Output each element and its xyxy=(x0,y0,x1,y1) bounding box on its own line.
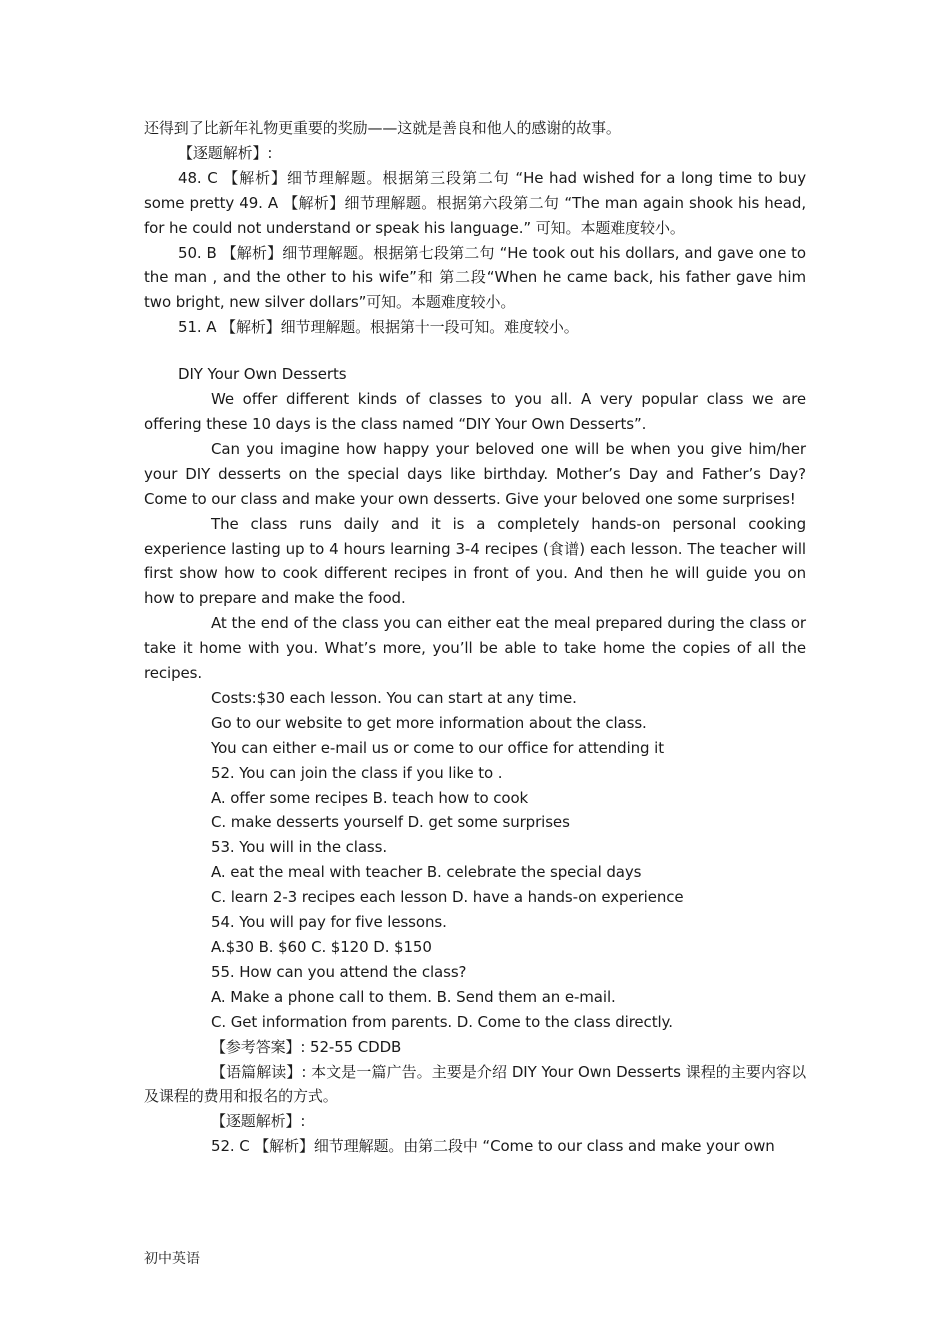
question-53: 53. You will in the class. xyxy=(211,838,388,857)
question-52-options-cd: C. make desserts yourself D. get some surprises xyxy=(211,813,570,832)
passage-interpretation: 【语篇解读】: 本文是一篇广告。主要是介绍 DIY Your Own Desserts 课程的主要内容以及课程的费用和报名的方式。 xyxy=(144,1062,806,1106)
passage-paragraph-4: At the end of the class you can either eat the meal prepared during the class or take it home with you. What’s more, you’ll be able to take home the copies of all the recipes. xyxy=(144,614,806,683)
document-body xyxy=(144,116,806,1159)
section-heading xyxy=(144,340,806,362)
passage-paragraph-1: We offer different kinds of classes to you all. A very popular class we are offering these 10 days is the class named “DIY Your Own Desserts”. xyxy=(144,390,806,433)
passage-website: Go to our website to get more information about the class. xyxy=(211,713,647,732)
paragraph-continuation: 还得到了比新年礼物更重要的奖励——这就是善良和他人的感谢的故事。 xyxy=(144,119,621,137)
answer-explanation-48-49: 48. C 【解析】细节理解题。根据第三段第二句 “He had wished for a long time to buy some pretty 49. A 【解析】细节理解题。根据第六段第二句 “The man again shook his head, for he could not understand or speak his language.” 可知。本题难度较小。 xyxy=(144,168,806,237)
analysis-label-2: 【逐题解析】: xyxy=(211,1112,306,1131)
question-54: 54. You will pay for five lessons. xyxy=(211,913,447,932)
question-53-options-ab: A. eat the meal with teacher B. celebrate the special days xyxy=(211,863,642,882)
question-55: 55. How can you attend the class? xyxy=(211,962,467,981)
question-55-options-cd: C. Get information from parents. D. Come to the class directly. xyxy=(211,1012,673,1031)
analysis-label: 【逐题解析】: xyxy=(178,143,273,162)
question-52: 52. You can join the class if you like to . xyxy=(211,763,503,782)
question-54-options: A.$30 B. $60 C. $120 D. $150 xyxy=(211,938,432,956)
passage-paragraph-2: Can you imagine how happy your beloved one will be when you give him/her your DIY desserts on the special days like birthday. Mother’s Day and Father’s Day? Come to our class and make your own desserts. Give your beloved one some surprises! xyxy=(144,439,806,508)
question-53-options-cd: C. learn 2-3 recipes each lesson D. have a hands-on experience xyxy=(211,888,684,907)
question-52-options-ab: A. offer some recipes B. teach how to cook xyxy=(211,788,529,807)
reference-answers: 【参考答案】: 52-55 CDDB xyxy=(211,1037,402,1056)
question-55-options-ab: A. Make a phone call to them. B. Send them an e-mail. xyxy=(211,987,616,1006)
answer-explanation-51: 51. A 【解析】细节理解题。根据第十一段可知。难度较小。 xyxy=(178,318,579,337)
page-footer: 初中英语 xyxy=(144,1251,200,1267)
passage-title: DIY Your Own Desserts xyxy=(178,365,347,384)
passage-paragraph-3: The class runs daily and it is a completely hands-on personal cooking experience lasting up to 4 hours learning 3-4 recipes (食谱) each lesson. The teacher will first show how to cook different recipes in front of you. And then he will guide you on how to prepare and make the food. xyxy=(144,514,806,608)
answer-explanation-52: 52. C 【解析】细节理解题。由第二段中 “Come to our class and make your own xyxy=(211,1137,775,1156)
answer-explanation-50: 50. B 【解析】细节理解题。根据第七段第二句 “He took out his dollars, and gave one to the man , and the other to his wife”和 第二段“When he came back, his father gave him two bright, new silver dollars”可知。本题难度较小。 xyxy=(144,243,806,312)
passage-costs: Costs:$30 each lesson. You can start at any time. xyxy=(211,688,577,707)
passage-contact: You can either e-mail us or come to our office for attending it xyxy=(211,738,664,757)
